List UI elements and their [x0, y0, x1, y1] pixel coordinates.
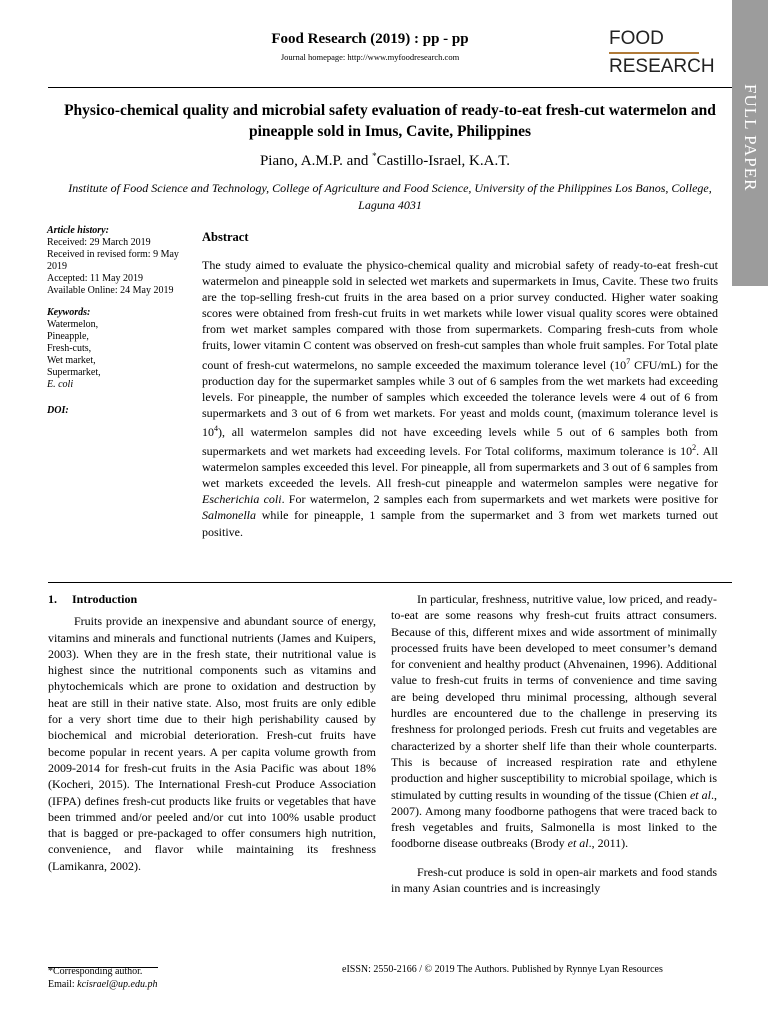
corresponding-label: *Corresponding author.	[48, 966, 143, 977]
doi-label: DOI:	[47, 405, 69, 416]
authors	[0, 151, 768, 170]
section-rule	[48, 582, 732, 583]
revised-date: Received in revised form: 9 May 2019	[47, 249, 179, 272]
left-column	[48, 591, 376, 874]
online-date: Available Online: 24 May 2019	[47, 285, 174, 296]
keyword: Watermelon,	[47, 319, 99, 330]
paragraph: Fresh-cut produce is sold in open-air markets and food stands in many Asian countries and is increasingly	[391, 864, 717, 896]
article-history-heading: Article history:	[47, 225, 109, 236]
received-date: Received: 29 March 2019	[47, 237, 151, 248]
keyword: Fresh-cuts,	[47, 343, 92, 354]
abstract-body: The study aimed to evaluate the physico-chemical quality and microbial safety of ready-to-eat fresh-cut watermelon and pineapple sold in selected wet markets and supermarkets in Imus, Cavite. These two fruits are the top-selling fresh-cut fruits in the area based on a prior survey conducted. Higher water soaking scores were obtained from fresh-cut fruits in wet markets while lower visual quality scores were obtained from wet market samples compared with those from supermarkets. Comparing fresh-cuts from whole fruits, lower vitamin C content was observed on fresh-cut samples than whole fruit samples. For Total plate count of fresh-cut watermelons, no sample exceeded the maximum tolerance level ($10^7$ CFU/mL) for the production day for the supermarket samples while 3 out of 6 samples from the wet markets had exceeding levels. For pineapple, the number of samples which exceeded the tolerance levels were 4 out of 6 from supermarkets and 3 out of 6 from wet markets. For yeast and molds count, (maximum tolerance level is $10^4$), all watermelon samples did not have exceeding levels while 5 out of 6 samples both from supermarkets and wet markets had exceeding levels. For Total coliforms, maximum tolerance is $10^2$. All watermelon samples exceeded this level. For pineapple, all from supermarkets and 3 out of 6 samples from wet markets exceeded the levels. All fresh-cut pineapple and watermelon samples were negative for Escherichia coli. For watermelon, 2 samples each from supermarkets and wet markets were positive for Salmonella while for pineapple, 1 sample from the supermarket and 3 from wet markets turned out positive.	[202, 258, 718, 539]
keyword: Supermarket,	[47, 367, 101, 378]
email-link[interactable]: kcisrael@up.edu.ph	[77, 979, 158, 990]
abstract-heading: Abstract	[202, 230, 249, 244]
affiliation: Institute of Food Science and Technology, College of Agriculture and Food Science, University of the Philippines Los Banos, College, Laguna 4031	[68, 181, 712, 212]
header-rule	[48, 87, 732, 88]
corresponding-footnote	[48, 965, 157, 991]
logo-line-research: RESEARCH	[609, 55, 715, 77]
journal-logo	[609, 28, 715, 78]
author-2: Castillo-Israel, K.A.T.	[376, 153, 511, 169]
corresponding-mark: *	[372, 151, 377, 161]
keyword: Wet market,	[47, 355, 96, 366]
paragraph: Fruits provide an inexpensive and abundant source of energy, vitamins and minerals and functional nutrients (James and Kuipers, 2003). When they are in the fresh state, their nutritional value is highest since the nutritional components such as vitamins and phytochemicals which are prone to oxidation and destruction by heat are still in their native state. Also, most fruits are only edible for a very short time due to their high perishability caused by biochemical and microbial deterioration. Fresh-cut fruits have become popular in recent years. A per capita volume growth from 2009-2014 for fresh-cut fruits in the Asia Pacific was about 18% (Kocheri, 2015). The International Fresh-cut Produce Association (IFPA) defines fresh-cut products like fruits or vegetables that have been trimmed and/or peeled and/or cut into 100% usable product that is bagged or pre-packaged to offer consumers high nutrition, convenience, and flavor while maintaining its freshness (Lamikanra, 2002).	[48, 614, 376, 873]
keyword: Pineapple,	[47, 331, 89, 342]
journal-title: Food Research (2019) : pp - pp	[271, 31, 469, 47]
article-info-sidebar	[47, 225, 187, 417]
keywords-heading: Keywords:	[47, 307, 91, 318]
email-line: Email: kcisrael@up.edu.ph	[48, 979, 158, 990]
issn-footer: eISSN: 2550-2166 / © 2019 The Authors. Published by Rynnye Lyan Resources	[342, 964, 663, 975]
full-paper-tab	[732, 0, 768, 286]
paper-title: Physico-chemical quality and microbial safety evaluation of ready-to-eat fresh-cut watermelon and pineapple sold in Imus, Cavite, Philippines	[64, 102, 716, 140]
paragraph: In particular, freshness, nutritive value, low priced, and ready-to-eat are some reasons why fresh-cut fruits attract consumers. Because of this, different mixes and wide assortment of minimally processed fruits have been developed to meet consumer’s demand for convenient and healthy product (Ahvenainen, 1996). Additional value to fresh-cut fruits in terms of convenience and time saving are being developed thru minimal processing, although several hurdles are encountered due to the challenge in preserving its freshness for prolonged periods. Fresh cut fruits and vegetables are characterized by a shorter shelf life than their whole counterparts. This is because of increased respiration rate and ethylene production and higher susceptibility to microbial spoilage, which is stimulated by cutting results in wounding of the tissue (Chien et al., 2007). Among many foodborne pathogens that were traced back to fresh vegetables and fruits, Salmonella is most linked to the foodborne disease outbreaks (Brody et al., 2011).	[391, 592, 717, 851]
journal-homepage: Journal homepage: http://www.myfoodresearch.com	[280, 52, 460, 62]
accepted-date: Accepted: 11 May 2019	[47, 273, 143, 284]
full-paper-label: FULL PAPER	[741, 84, 760, 192]
keyword: E. coli	[47, 379, 74, 390]
author-1: Piano, A.M.P. and	[259, 153, 373, 169]
logo-line-food: FOOD	[609, 28, 664, 49]
right-column	[391, 591, 717, 896]
logo-divider	[609, 52, 699, 54]
section-heading-introduction: 1. Introduction	[48, 592, 138, 606]
